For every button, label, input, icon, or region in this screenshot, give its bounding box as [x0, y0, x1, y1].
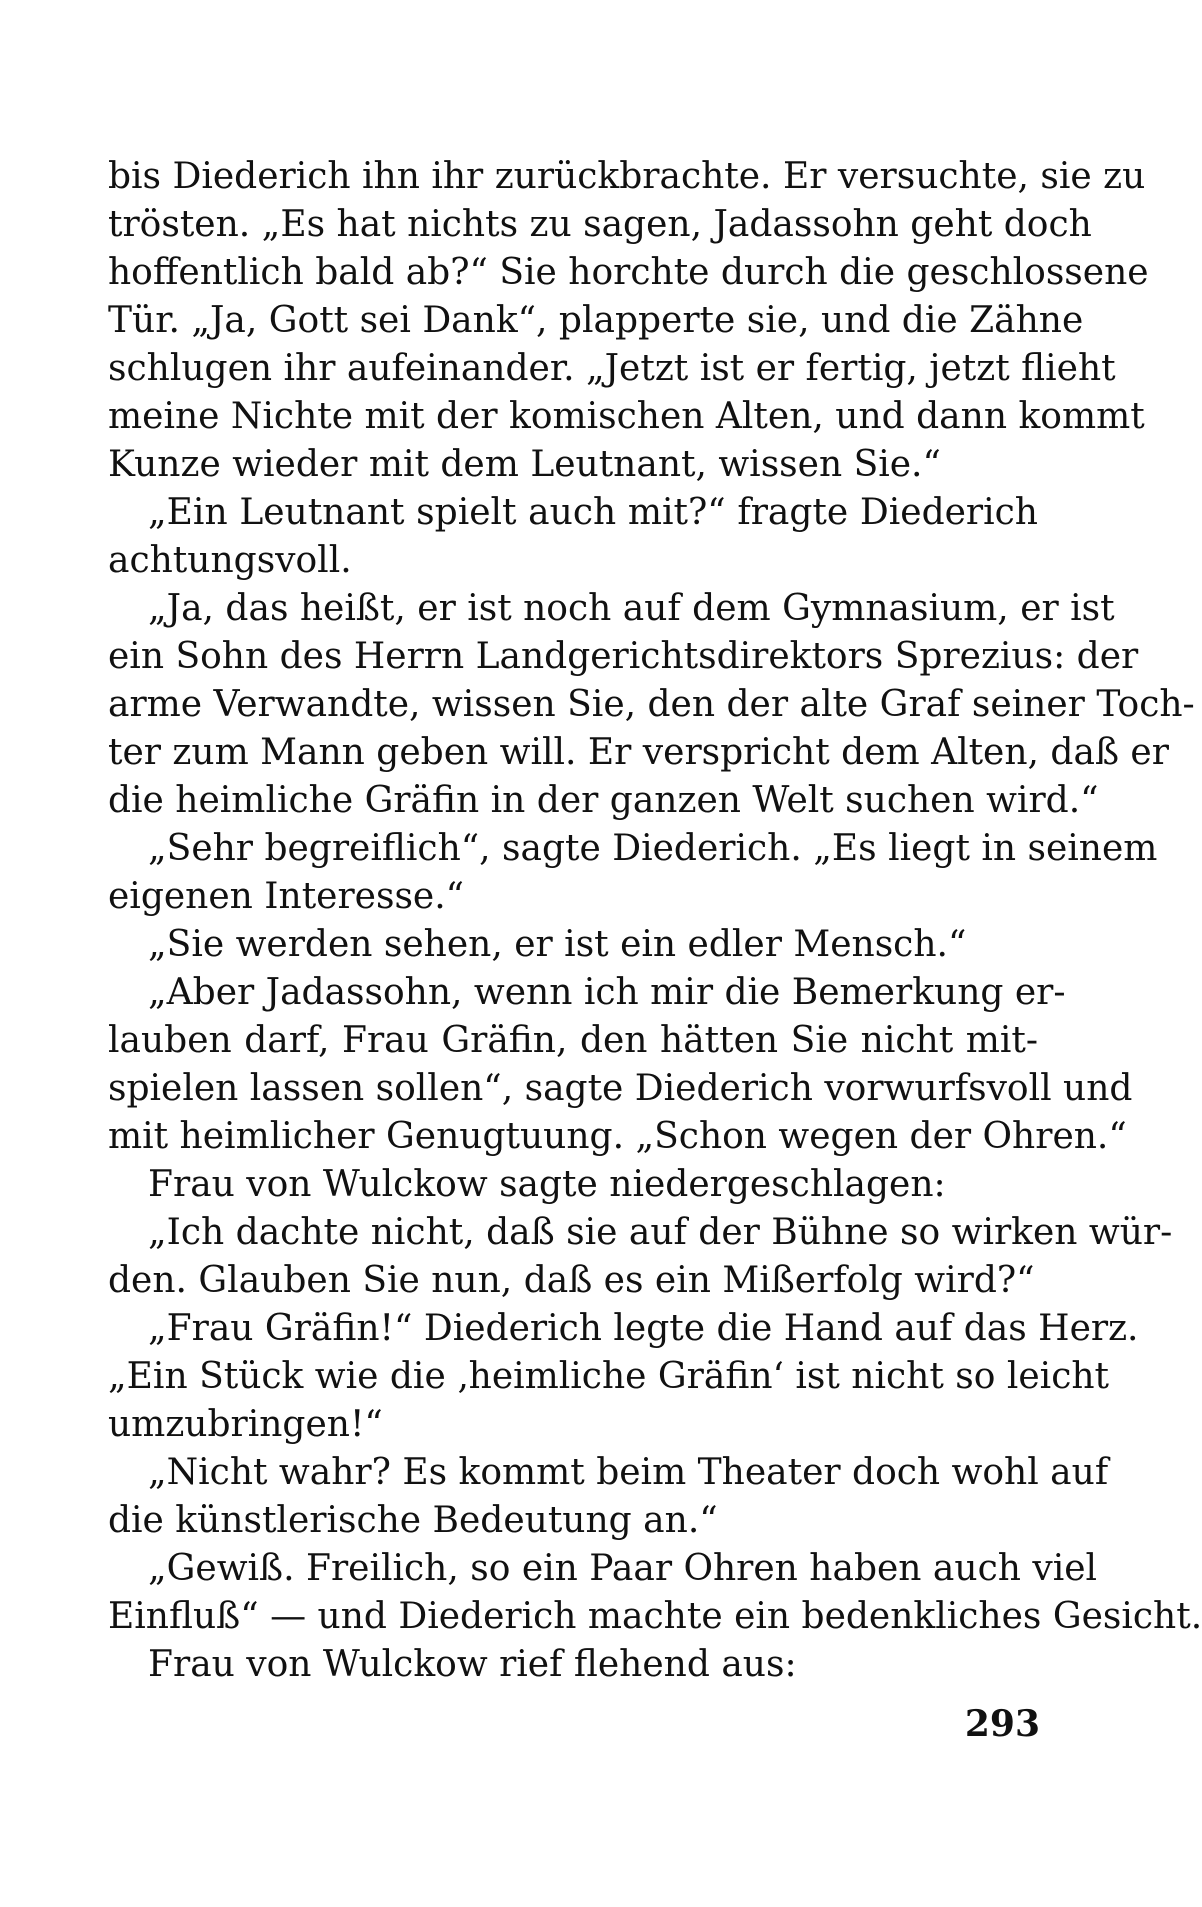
text-line: ter zum Mann geben will. Er verspricht dem Alten, daß er: [108, 732, 1169, 773]
text-line: eigenen Interesse.“: [108, 876, 465, 917]
text-line: „Aber Jadassohn, wenn ich mir die Bemerkung er-: [148, 972, 1066, 1013]
text-line: „Frau Gräfin!“ Diederich legte die Hand auf das Herz.: [148, 1308, 1139, 1349]
text-line: „Ein Leutnant spielt auch mit?“ fragte Diederich: [148, 492, 1038, 533]
text-line: den. Glauben Sie nun, daß es ein Mißerfolg wird?“: [108, 1260, 1035, 1301]
text-line: „Sie werden sehen, er ist ein edler Mensch.“: [148, 924, 967, 965]
text-line: „Ich dachte nicht, daß sie auf der Bühne so wirken wür-: [148, 1212, 1173, 1253]
text-line: Frau von Wulckow sagte niedergeschlagen:: [148, 1164, 946, 1205]
text-line: Frau von Wulckow rief flehend aus:: [148, 1644, 797, 1685]
text-line: „Ein Stück wie die ‚heimliche Gräfin‘ ist nicht so leicht: [108, 1356, 1110, 1397]
text-line: hoffentlich bald ab?“ Sie horchte durch die geschlossene: [108, 252, 1149, 293]
text-line: trösten. „Es hat nichts zu sagen, Jadassohn geht doch: [108, 204, 1092, 245]
text-line: meine Nichte mit der komischen Alten, und dann kommt: [108, 396, 1145, 437]
text-line: arme Verwandte, wissen Sie, den der alte Graf seiner Toch-: [108, 684, 1195, 725]
text-line: „Sehr begreiflich“, sagte Diederich. „Es liegt in seinem: [148, 828, 1158, 869]
text-line: bis Diederich ihn ihr zurückbrachte. Er versuchte, sie zu: [108, 156, 1146, 197]
text-line: umzubringen!“: [108, 1404, 383, 1445]
text-line: „Nicht wahr? Es kommt beim Theater doch wohl auf: [148, 1452, 1109, 1493]
text-line: schlugen ihr aufeinander. „Jetzt ist er fertig, jetzt flieht: [108, 348, 1116, 389]
text-line: Kunze wieder mit dem Leutnant, wissen Sie.“: [108, 444, 941, 485]
text-line: spielen lassen sollen“, sagte Diederich vorwurfsvoll und: [108, 1068, 1133, 1109]
page-number: 293: [964, 1703, 1040, 1745]
text-line: „Gewiß. Freilich, so ein Paar Ohren haben auch viel: [148, 1548, 1098, 1589]
text-line: mit heimlicher Genugtuung. „Schon wegen der Ohren.“: [108, 1116, 1127, 1157]
text-line: Einfluß“ — und Diederich machte ein bedenkliches Gesicht.: [108, 1596, 1202, 1637]
text-line: Tür. „Ja, Gott sei Dank“, plapperte sie, und die Zähne: [108, 300, 1084, 341]
text-line: achtungsvoll.: [108, 540, 352, 581]
text-line: lauben darf, Frau Gräfin, den hätten Sie nicht mit-: [108, 1020, 1038, 1061]
text-line: die künstlerische Bedeutung an.“: [108, 1500, 718, 1541]
text-line: die heimliche Gräfin in der ganzen Welt suchen wird.“: [108, 780, 1099, 821]
text-line: „Ja, das heißt, er ist noch auf dem Gymnasium, er ist: [148, 588, 1115, 629]
text-line: ein Sohn des Herrn Landgerichtsdirektors Sprezius: der: [108, 636, 1139, 677]
